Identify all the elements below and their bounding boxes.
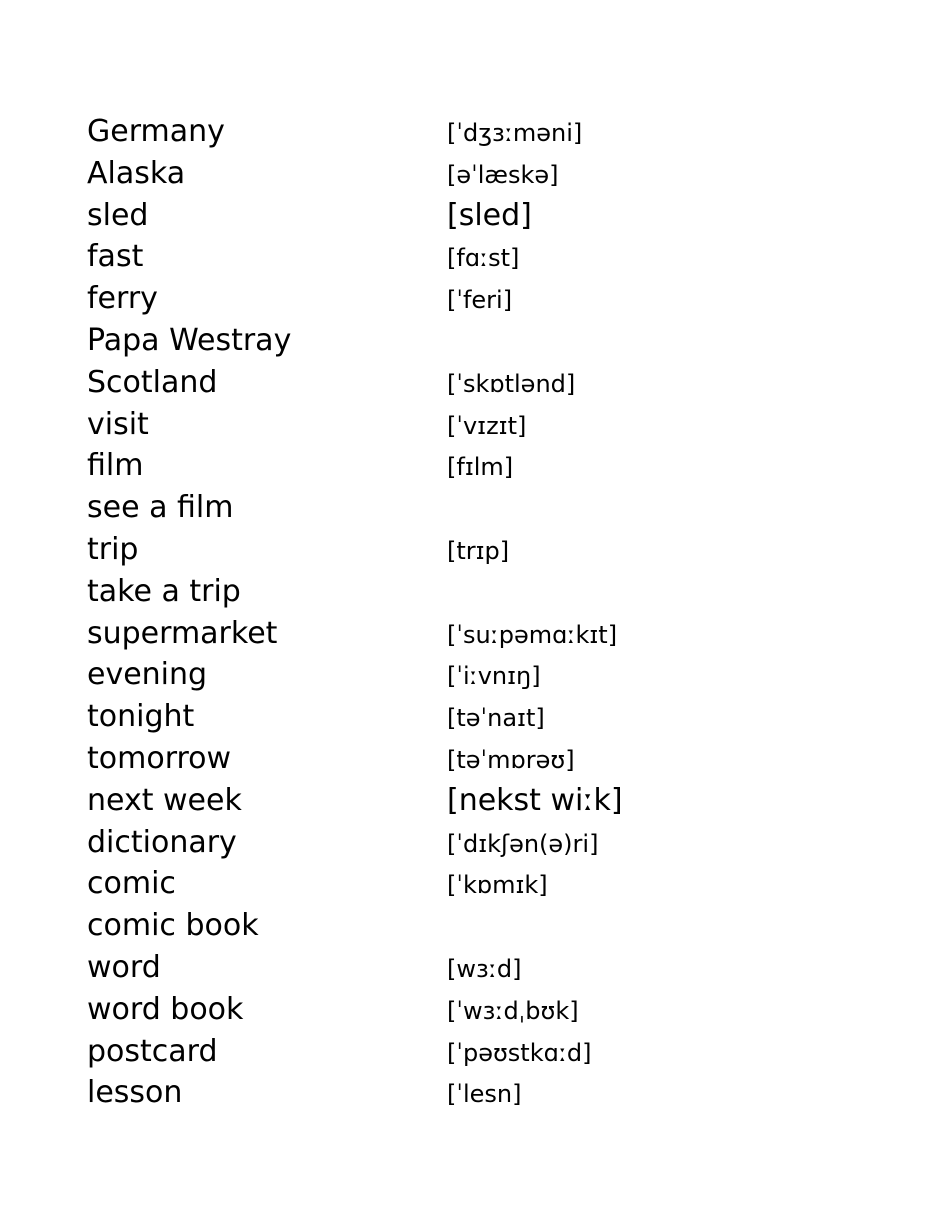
vocab-row-comic bbox=[87, 863, 887, 905]
vocab-row-next-week bbox=[87, 780, 887, 822]
pronunciation: [fɑːst] bbox=[447, 244, 520, 273]
word: tonight bbox=[87, 699, 195, 735]
word: dictionary bbox=[87, 824, 237, 860]
pronunciation: [nekst wiːk] bbox=[447, 782, 623, 818]
pronunciation: [təˈnaɪt] bbox=[447, 704, 545, 733]
vocab-row-see-a-film bbox=[87, 487, 887, 529]
vocab-row-take-a-trip bbox=[87, 571, 887, 613]
vocab-row-film bbox=[87, 445, 887, 487]
pronunciation: [ˈvɪzɪt] bbox=[447, 411, 527, 440]
word: supermarket bbox=[87, 615, 278, 651]
vocab-row-papa-westray bbox=[87, 320, 887, 362]
pronunciation: [wɜːd] bbox=[447, 954, 522, 983]
pronunciation: [ˈlesn] bbox=[447, 1080, 522, 1109]
pronunciation: [fɪlm] bbox=[447, 453, 514, 482]
word: film bbox=[87, 448, 144, 484]
word: fast bbox=[87, 239, 144, 275]
word: next week bbox=[87, 782, 242, 818]
vocab-row-alaska bbox=[87, 153, 887, 195]
word: visit bbox=[87, 406, 149, 442]
vocab-row-scotland bbox=[87, 362, 887, 404]
vocabulary-list bbox=[87, 111, 887, 1114]
word: word book bbox=[87, 991, 244, 1027]
vocab-row-dictionary bbox=[87, 822, 887, 864]
word: see a film bbox=[87, 490, 234, 526]
pronunciation: [ˈskɒtlənd] bbox=[447, 369, 576, 398]
pronunciation: [sled] bbox=[447, 197, 532, 233]
vocab-row-lesson bbox=[87, 1072, 887, 1114]
word: take a trip bbox=[87, 573, 241, 609]
word: trip bbox=[87, 531, 139, 567]
vocab-row-germany bbox=[87, 111, 887, 153]
word: comic book bbox=[87, 908, 259, 944]
word: ferry bbox=[87, 281, 158, 317]
pronunciation: [ˈsuːpəmɑːkɪt] bbox=[447, 620, 618, 649]
pronunciation: [trɪp] bbox=[447, 536, 510, 565]
vocab-row-tonight bbox=[87, 696, 887, 738]
pronunciation: [ˈferi] bbox=[447, 286, 513, 315]
vocab-row-comic-book bbox=[87, 905, 887, 947]
pronunciation: [ˈdʒɜːməni] bbox=[447, 119, 583, 147]
vocab-row-word-book bbox=[87, 989, 887, 1031]
pronunciation: [ˈkɒmɪk] bbox=[447, 871, 548, 900]
word: lesson bbox=[87, 1075, 183, 1111]
vocab-row-word bbox=[87, 947, 887, 989]
word: Papa Westray bbox=[87, 322, 292, 358]
vocab-row-postcard bbox=[87, 1031, 887, 1073]
word: evening bbox=[87, 657, 208, 693]
pronunciation: [təˈmɒrəʊ] bbox=[447, 745, 575, 774]
pronunciation: [ˈwɜːdˌbʊk] bbox=[447, 996, 579, 1025]
word: Scotland bbox=[87, 364, 218, 400]
vocab-row-tomorrow bbox=[87, 738, 887, 780]
vocab-row-evening bbox=[87, 654, 887, 696]
pronunciation: [əˈlæskə] bbox=[447, 160, 559, 189]
word: sled bbox=[87, 197, 149, 233]
word: postcard bbox=[87, 1033, 218, 1069]
word: tomorrow bbox=[87, 740, 232, 776]
vocab-row-trip bbox=[87, 529, 887, 571]
pronunciation: [ˈpəʊstkɑːd] bbox=[447, 1038, 592, 1067]
vocab-row-ferry bbox=[87, 278, 887, 320]
word: Alaska bbox=[87, 155, 186, 191]
word: Germany bbox=[87, 114, 225, 149]
vocab-row-sled bbox=[87, 195, 887, 237]
word: comic bbox=[87, 866, 176, 902]
vocab-row-fast bbox=[87, 236, 887, 278]
pronunciation: [ˈiːvnɪŋ] bbox=[447, 662, 541, 691]
word: word bbox=[87, 949, 161, 985]
pronunciation: [ˈdɪkʃən(ə)ri] bbox=[447, 829, 599, 858]
vocab-row-visit bbox=[87, 404, 887, 446]
vocab-row-supermarket bbox=[87, 613, 887, 655]
